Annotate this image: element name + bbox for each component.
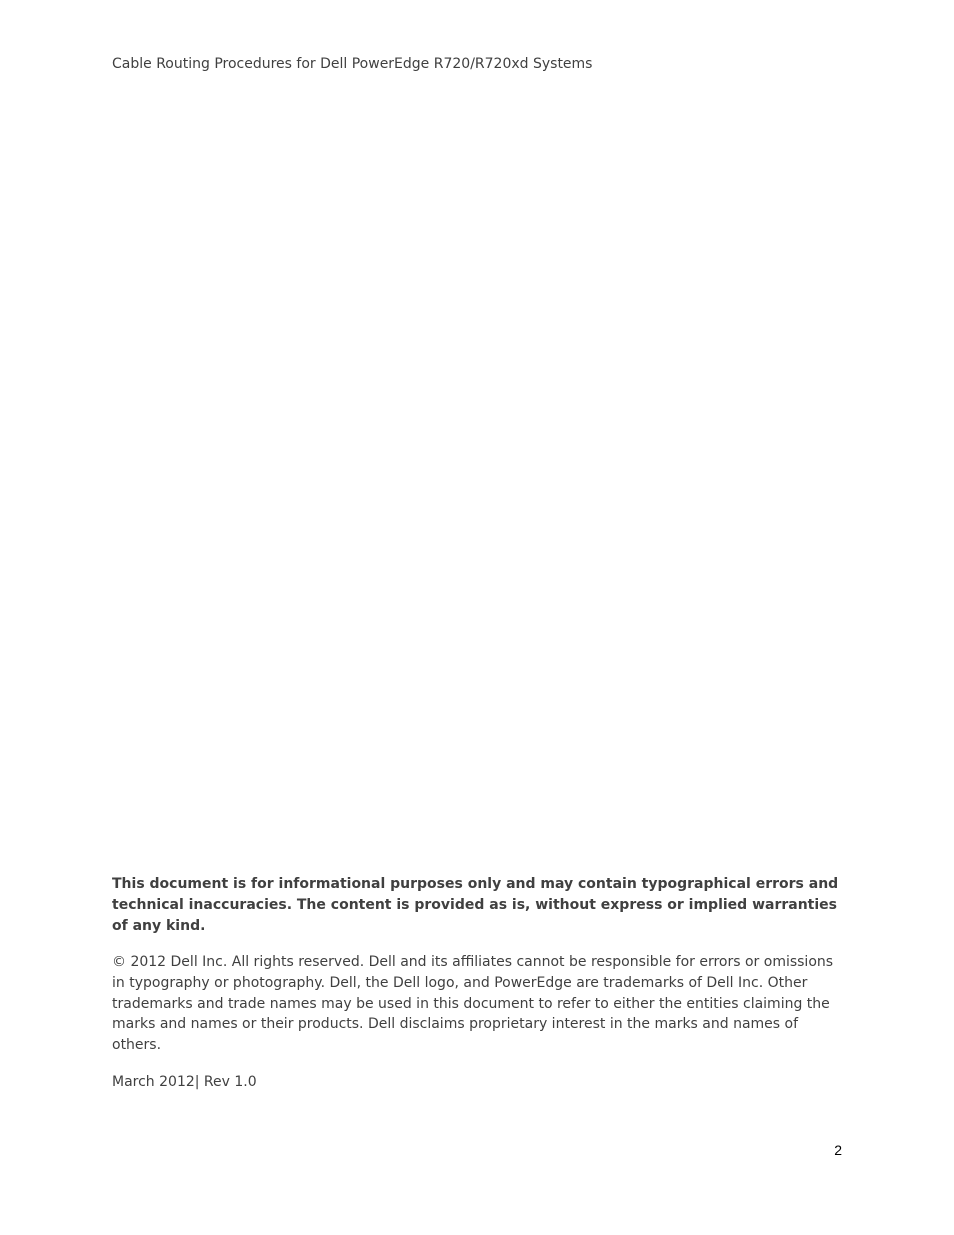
running-header: Cable Routing Procedures for Dell PowerEdge R720/R720xd Systems bbox=[112, 56, 593, 72]
page-number: 2 bbox=[834, 1142, 842, 1158]
copyright-text: © 2012 Dell Inc. All rights reserved. Dell and its affiliates cannot be responsible for errors or omissions in typography or photography. Dell, the Dell logo, and PowerEdge are trademarks of Dell Inc. Other trademarks and trade names may be used in this document to refer to either the entities claiming the marks and names or their products. Dell disclaims proprietary interest in the marks and names of others. bbox=[112, 954, 834, 1054]
revision-date: March 2012| Rev 1.0 bbox=[112, 1073, 257, 1090]
disclaimer-text: This document is for informational purposes only and may contain typographical errors and technical inaccuracies. The content is provided as is, without express or implied warranties of any kind. bbox=[112, 876, 839, 934]
legal-notice bbox=[112, 874, 840, 1093]
